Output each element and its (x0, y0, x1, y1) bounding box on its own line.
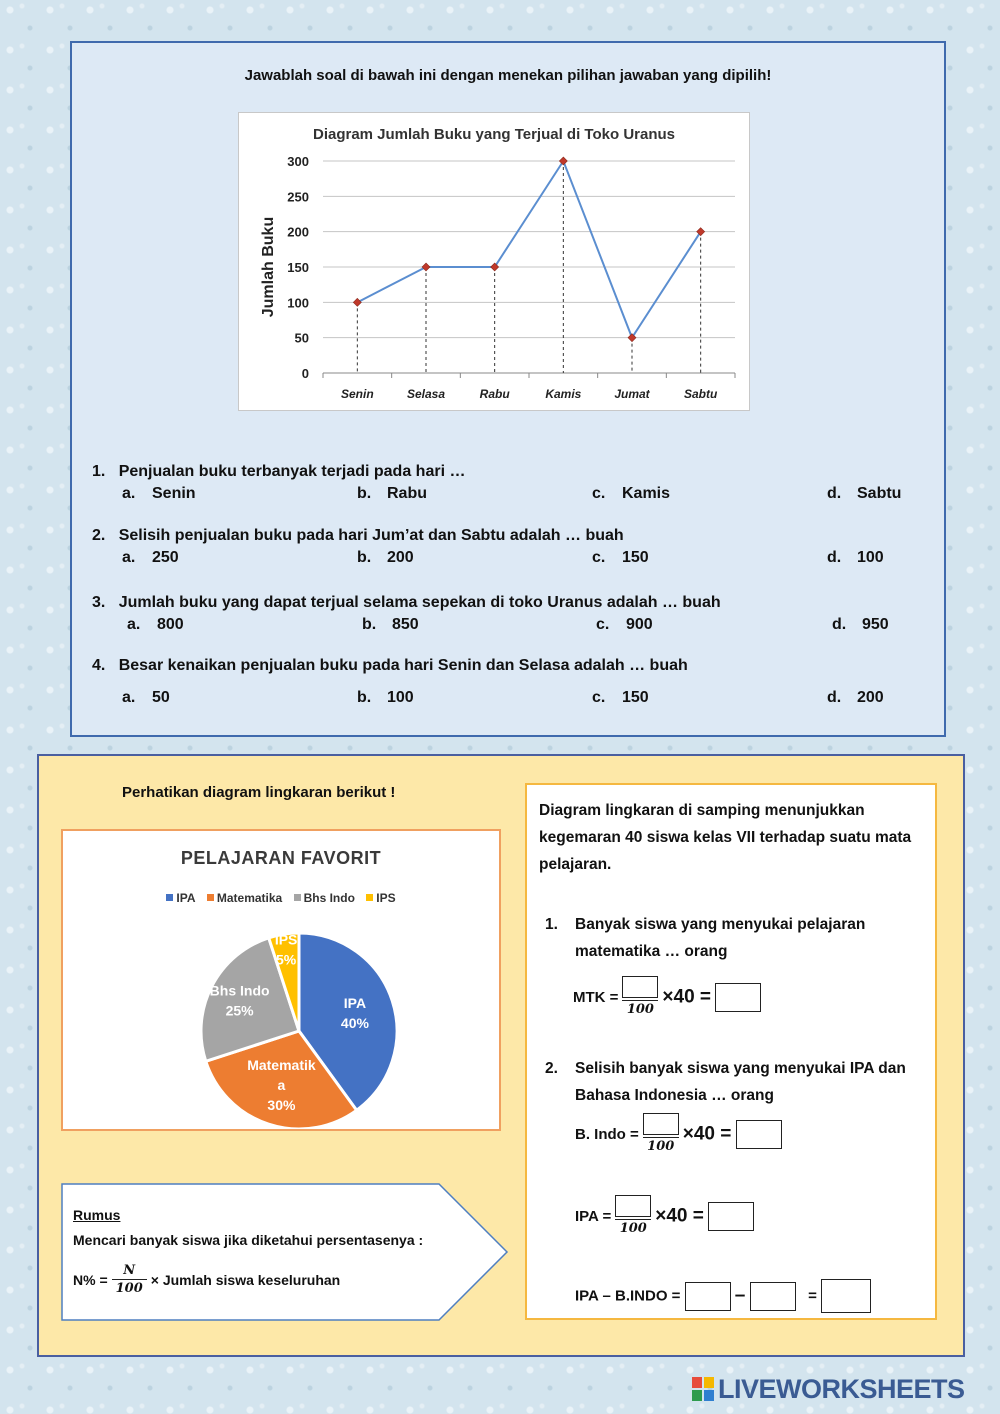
x-tick-label: Rabu (479, 387, 510, 401)
option-c[interactable]: c. Kamis (592, 485, 671, 502)
y-tick-label: 0 (301, 366, 309, 381)
pie-heading: Perhatikan diagram lingkaran berikut ! (122, 784, 396, 801)
question-number: 3. (92, 594, 106, 611)
question-number: 4. (92, 657, 106, 674)
pie-chart-svg (63, 831, 499, 1129)
bindo-numerator-input[interactable] (643, 1113, 679, 1135)
option-b[interactable]: b. Rabu (357, 485, 427, 502)
pie-title: PELAJARAN FAVORIT (180, 848, 382, 868)
liveworksheets-icon (692, 1377, 714, 1401)
rumus-rhs: × Jumlah siswa keseluruhan (150, 1272, 341, 1288)
liveworksheets-text: LIVEWORKSHEETS (718, 1374, 965, 1404)
pie-label-ips: IPS (274, 931, 298, 948)
instruction-text: Jawablah soal di bawah ini dengan menekan pilihan jawaban yang dipilih! (244, 67, 772, 84)
option-a[interactable]: a. 50 (122, 689, 170, 706)
question-number: 2. (92, 527, 106, 544)
rumus-fraction: $\frac{N}{100}$ (112, 1263, 147, 1298)
question-1 (92, 463, 922, 509)
x-tick-label: Kamis (545, 387, 582, 401)
pie-label-ipa: IPA (343, 994, 367, 1011)
series-line (357, 161, 700, 338)
rumus-title: Rumus (73, 1207, 121, 1223)
y-axis-label: Jumlah Buku (260, 216, 277, 318)
bindo-answer-input[interactable] (736, 1120, 782, 1149)
pie-chart-panel (37, 754, 965, 1357)
legend-item-ips: IPS (366, 891, 395, 905)
x-tick-label: Selasa (406, 387, 446, 401)
legend-item-matematika: Matematika (207, 891, 282, 905)
option-a[interactable]: a. 800 (127, 616, 184, 633)
essay-question-2: 2. Selisih banyak siswa yang menyukai IPA dan Bahasa Indonesia … orang (545, 1060, 906, 1104)
question-text: Besar kenaikan penjualan buku pada hari Senin dan Selasa adalah … buah (118, 657, 688, 674)
option-d[interactable]: d. 100 (827, 549, 884, 566)
option-c[interactable]: c. 150 (592, 549, 649, 566)
legend-item-bhs-indo: Bhs Indo (294, 891, 355, 905)
question-box (525, 783, 937, 1320)
line-chart (238, 112, 750, 411)
line-chart-title: Diagram Jumlah Buku yang Terjual di Toko Uranus (312, 126, 676, 143)
y-tick-label: 50 (294, 330, 309, 346)
rumus-lhs: N% = (73, 1272, 108, 1288)
diff-answer-input[interactable] (821, 1279, 871, 1313)
option-b[interactable]: b. 100 (357, 689, 414, 706)
pie-label-matematika: Matematik (247, 1057, 316, 1074)
option-b[interactable]: b. 200 (357, 549, 414, 566)
option-d[interactable]: d. 200 (827, 689, 884, 706)
data-point (353, 298, 361, 306)
pie-label-ips: 5% (276, 951, 297, 968)
y-tick-label: 300 (287, 154, 309, 169)
option-a[interactable]: a. 250 (122, 549, 179, 566)
question-text: Penjualan buku terbanyak terjadi pada hari … (118, 463, 466, 480)
pie-label-bhs-indo: Bhs Indo (209, 982, 270, 999)
bindo-calculation: B. Indo = 100 ×40 = (575, 1113, 782, 1156)
question-3 (92, 594, 922, 640)
option-d[interactable]: d. 950 (832, 616, 889, 633)
option-c[interactable]: c. 150 (592, 689, 649, 706)
rumus-description: Mencari banyak siswa jika diketahui persentasenya : (73, 1232, 424, 1248)
diff-bindo-input[interactable] (750, 1282, 796, 1311)
diff-ipa-input[interactable] (685, 1282, 731, 1311)
question-text: Jumlah buku yang dapat terjual selama sepekan di toko Uranus adalah … buah (118, 594, 721, 611)
pie-label-ipa: 40% (340, 1014, 369, 1031)
question-text: Selisih penjualan buku pada hari Jum’at dan Sabtu adalah … buah (118, 527, 624, 544)
ipa-answer-input[interactable] (708, 1202, 754, 1231)
y-tick-label: 200 (287, 224, 309, 240)
option-b[interactable]: b. 850 (362, 616, 419, 633)
ipa-numerator-input[interactable] (615, 1195, 651, 1217)
pie-label-matematika: 30% (267, 1097, 296, 1114)
x-tick-label: Senin (340, 387, 374, 401)
pie-chart (61, 829, 501, 1131)
pie-label-bhs-indo: 25% (225, 1002, 254, 1019)
intro-text: Diagram lingkaran di samping menunjukkan kegemaran 40 siswa kelas VII terhadap suatu mata pelajaran. (539, 802, 912, 873)
y-tick-label: 250 (287, 189, 309, 205)
option-d[interactable]: d. Sabtu (827, 485, 902, 502)
rumus-box (61, 1183, 509, 1321)
option-a[interactable]: a. Senin (122, 485, 196, 502)
line-chart-svg (239, 113, 749, 410)
rumus-formula (73, 1263, 423, 1298)
line-chart-panel (70, 41, 946, 737)
option-c[interactable]: c. 900 (596, 616, 653, 633)
mtk-answer-input[interactable] (715, 983, 761, 1012)
question-4 (92, 657, 922, 713)
question-number: 1. (92, 463, 106, 480)
ipa-calculation: IPA = 100 ×40 = (575, 1195, 754, 1238)
y-tick-label: 150 (287, 260, 309, 275)
question-2 (92, 527, 922, 573)
mtk-numerator-input[interactable] (622, 976, 658, 998)
data-point (422, 263, 430, 271)
legend-item-ipa: IPA (166, 891, 195, 905)
y-tick-label: 100 (287, 295, 309, 311)
mtk-calculation: MTK = 100 ×40 = (573, 976, 761, 1019)
pie-label-matematika: a (277, 1077, 286, 1094)
x-tick-label: Sabtu (683, 387, 718, 401)
difference-calculation: IPA – B.INDO = – = (575, 1279, 871, 1313)
essay-question-1: 1. Banyak siswa yang menyukai pelajaran matematika … orang (545, 916, 866, 960)
x-tick-label: Jumat (614, 387, 650, 401)
